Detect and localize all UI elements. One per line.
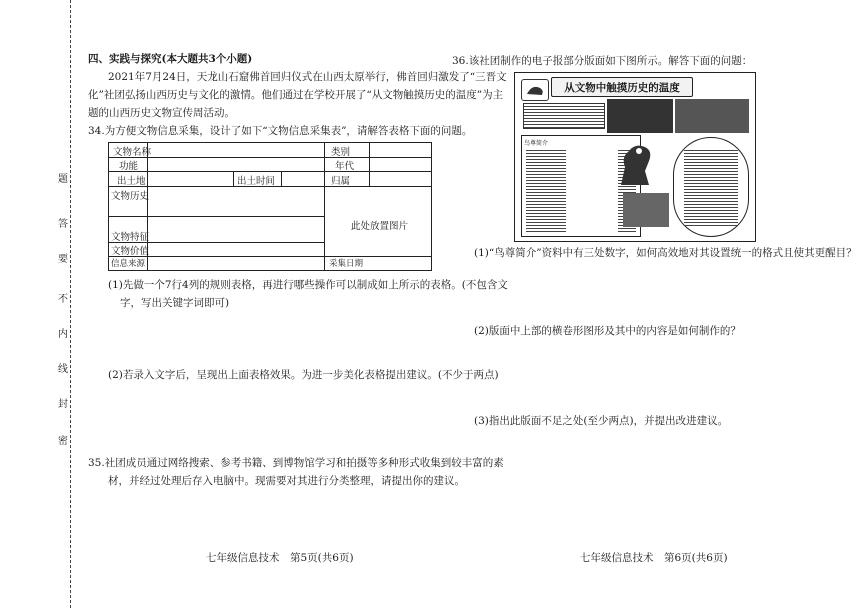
binding-char: 不 xyxy=(58,294,68,305)
question-36-2: (2)版面中上部的横卷形图形及其中的内容是如何制作的？ xyxy=(474,325,741,337)
label-value: 文物价值 xyxy=(111,246,150,257)
newspaper-layout-image xyxy=(514,72,756,242)
label-belong: 归属 xyxy=(331,176,351,187)
binding-char: 答 xyxy=(58,219,68,230)
label-name: 文物名称 xyxy=(113,147,152,158)
label-date: 采集日期 xyxy=(329,259,364,269)
question-35: 材，并经过处理后存入电脑中。现需要对其进行分类整理，请提出你的建议。 xyxy=(108,475,465,487)
question-35: 35.社团成员通过网络搜索、参考书籍、到博物馆学习和拍摄等多种形式收集到较丰富的素 xyxy=(88,457,504,469)
binding-char: 密 xyxy=(58,436,68,447)
intro-line: 化”社团弘扬山西历史与文化的激情。他们通过在学校开展了“从文物触摸历史的温度”为主 xyxy=(88,89,504,101)
binding-char: 题 xyxy=(58,174,68,185)
banner-title: 从文物中触摸历史的温度 xyxy=(564,81,680,94)
binding-line xyxy=(70,0,71,608)
intro-line: 题的山西历史文物宣传周活动。 xyxy=(88,107,235,119)
intro-line: 2021年7月24日，天龙山石窟佛首回归仪式在山西太原举行，佛首回归激发了“三晋文 xyxy=(108,71,507,83)
label-category: 类别 xyxy=(331,147,351,158)
image-placeholder-label: 此处放置图片 xyxy=(351,221,409,232)
photo-2 xyxy=(675,99,749,133)
label-era: 年代 xyxy=(335,161,355,172)
label-history: 文物历史 xyxy=(111,191,150,202)
question-34-1: 字，写出关键字词即可) xyxy=(120,297,230,309)
binding-char: 内 xyxy=(58,329,68,340)
question-36-3: (3)指出此版面不足之处(至少两点)，并提出改进建议。 xyxy=(474,415,729,427)
label-feature: 文物特征 xyxy=(111,232,150,243)
scroll-banner xyxy=(551,77,693,97)
question-34-2: (2)若录入文字后，呈现出上面表格效果。为进一步美化表格提出建议。(不少于两点) xyxy=(108,369,499,381)
binding-char: 要 xyxy=(58,254,68,265)
question-36-1: (1)“鸟尊简介”资料中有三处数字，如何高效地对其设置统一的格式且使其更醒目？ xyxy=(474,247,857,259)
binding-char: 线 xyxy=(58,364,68,375)
info-collection-table xyxy=(108,142,432,271)
bird-logo-icon xyxy=(521,79,549,101)
label-origin: 出土地 xyxy=(117,176,146,187)
photo-1 xyxy=(607,99,673,133)
label-function: 功能 xyxy=(119,161,139,172)
intro-text-block xyxy=(523,103,605,129)
label-source: 信息来源 xyxy=(111,259,146,269)
bird-statue-photo xyxy=(615,137,657,189)
question-34-1: (1)先做一个7行4列的规则表格，再进行哪些操作可以制成如上所示的表格。(不包含文 xyxy=(108,279,508,291)
box-title: 鸟尊简介 xyxy=(524,140,549,147)
page-footer: 七年级信息技术 第5页(共6页) xyxy=(206,552,354,564)
oval-text-box xyxy=(673,137,749,237)
museum-photo xyxy=(623,193,669,227)
page-footer: 七年级信息技术 第6页(共6页) xyxy=(580,552,728,564)
label-time: 出土时间 xyxy=(237,176,276,187)
question-34: 34.为方便文物信息采集，设计了如下“文物信息采集表”，请解答表格下面的问题。 xyxy=(88,125,473,137)
section-title: 四、实践与探究(本大题共3个小题) xyxy=(88,53,253,65)
question-36: 36.该社团制作的电子报部分版面如下图所示。解答下面的问题： xyxy=(452,55,753,67)
binding-char: 封 xyxy=(58,399,68,410)
